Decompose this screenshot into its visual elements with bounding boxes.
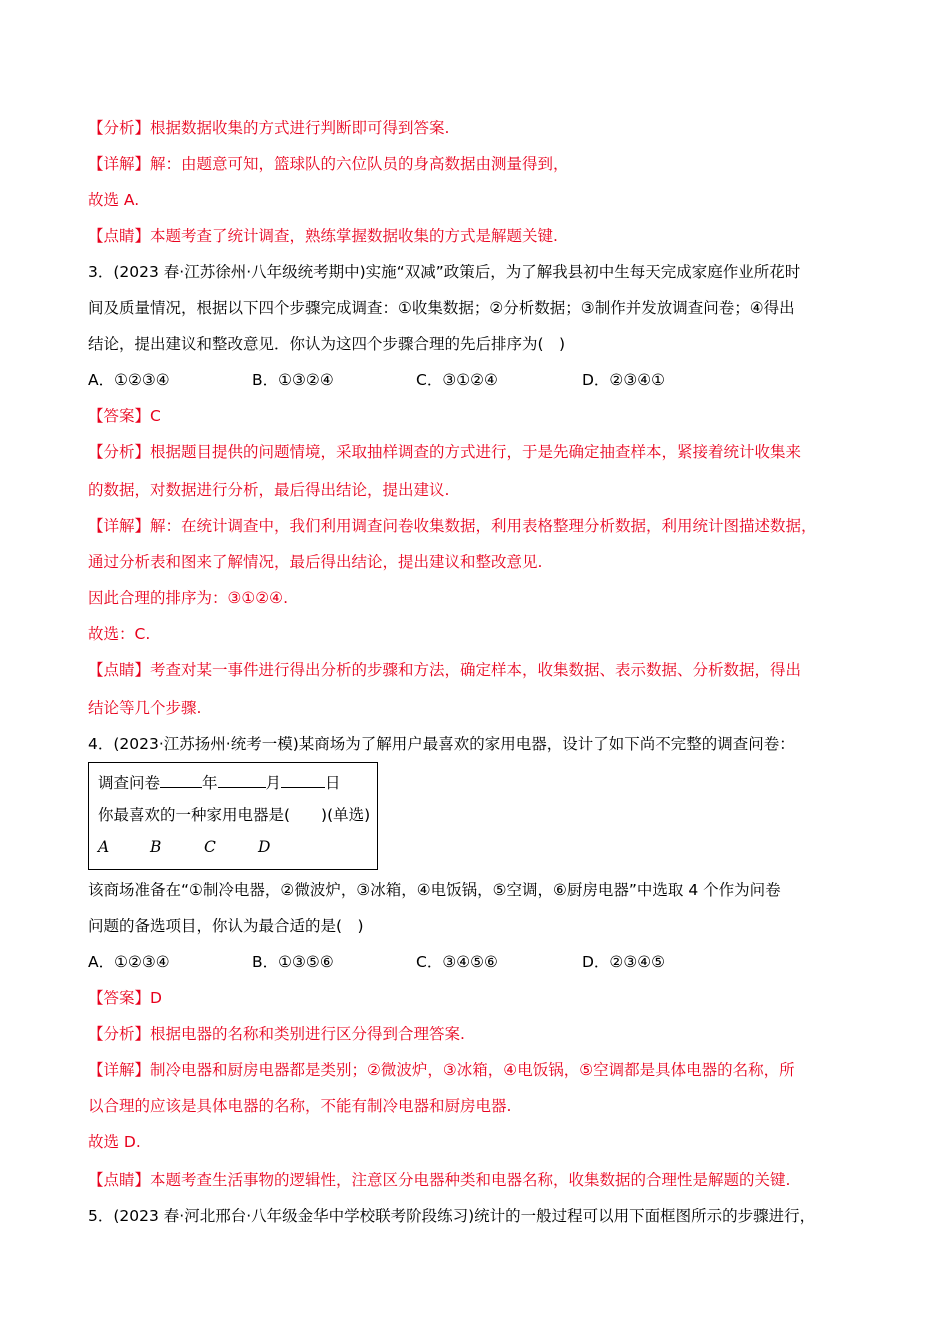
q4-analysis: 【分析】根据电器的名称和类别进行区分得到合理答案. [88,1025,465,1043]
q4-option-b: B．①③⑤⑥ [252,953,334,971]
q3-stem-line: 结论，提出建议和整改意见．你认为这四个步骤合理的先后排序为( ) [88,335,566,353]
q3-comment-line: 结论等几个步骤. [88,699,202,717]
survey-choices [98,837,358,857]
q4-answer: 【答案】D [88,989,162,1007]
survey-date-line [98,773,341,793]
q3-analysis-line: 【分析】根据题目提供的问题情境，采取抽样调查的方式进行，于是先确定抽查样本，紧接着统计收集来 [88,443,802,461]
q5-stem: 5．(2023 春·河北邢台·八年级金华中学校联考阶段练习)统计的一般过程可以用下面框图所示的步骤进行， [88,1207,816,1225]
q4-detail-line: 以合理的应该是具体电器的名称，不能有制冷电器和厨房电器. [88,1097,512,1115]
survey-choice-a: A [98,838,110,856]
q4-choose: 故选 D. [88,1133,141,1151]
blank [281,773,325,788]
q4-detail-line: 【详解】制冷电器和厨房电器都是类别；②微波炉，③冰箱，④电饭锅，⑤空调都是具体电器的名称，所 [88,1061,795,1079]
q3-option-a: A．①②③④ [88,371,170,389]
q2-analysis: 【分析】根据数据收集的方式进行判断即可得到答案. [88,119,450,137]
q3-detail-line: 通过分析表和图来了解情况，最后得出结论，提出建议和整改意见. [88,553,543,571]
q3-answer: 【答案】C [88,407,161,425]
q3-stem-line: 间及质量情况，根据以下四个步骤完成调查：①收集数据；②分析数据；③制作并发放调查问卷；④得出 [88,299,795,317]
q3-option-d: D．②③④① [582,371,666,389]
q3-detail-line: 【详解】解：在统计调查中，我们利用调查问卷收集数据，利用表格整理分析数据，利用统计图描述数据， [88,517,817,535]
blank [160,773,202,788]
survey-choice-b: B [150,838,162,856]
q3-stem-line: 3．(2023 春·江苏徐州·八年级统考期中)实施“双减”政策后，为了解我县初中生每天完成家庭作业所花时 [88,263,801,281]
survey-day: 日 [325,774,341,792]
survey-choice-d: D [258,838,271,856]
survey-year: 年 [202,774,218,792]
q3-therefore: 因此合理的排序为：③①②④. [88,589,289,607]
survey-month: 月 [265,774,282,792]
q4-comment: 【点睛】本题考查生活事物的逻辑性，注意区分电器种类和电器名称，收集数据的合理性是解题的关键. [88,1171,791,1189]
blank [218,773,266,788]
q4-option-d: D．②③④⑤ [582,953,666,971]
survey-choice-c: C [204,838,216,856]
survey-title: 调查问卷 [98,774,161,792]
q4-option-a: A．①②③④ [88,953,170,971]
q4-stem2-line: 问题的备选项目，你认为最合适的是( ) [88,917,364,935]
q3-option-b: B．①③②④ [252,371,334,389]
q3-option-c: C．③①②④ [416,371,498,389]
q4-option-c: C．③④⑤⑥ [416,953,498,971]
q2-detail: 【详解】解：由题意可知，篮球队的六位队员的身高数据由测量得到， [88,155,569,173]
q2-comment: 【点睛】本题考查了统计调查，熟练掌握数据收集的方式是解题关键. [88,227,558,245]
q3-choose: 故选：C. [88,625,151,643]
q3-comment-line: 【点睛】考查对某一事件进行得出分析的步骤和方法，确定样本，收集数据、表示数据、分析数据，得出 [88,661,802,679]
q2-choose: 故选 A. [88,191,140,209]
survey-box [88,762,378,870]
survey-question: 你最喜欢的一种家用电器是( )(单选) [98,806,371,824]
q4-stem: 4．(2023·江苏扬州·统考一模)某商场为了解用户最喜欢的家用电器，设计了如下尚不完整的调查问卷： [88,735,795,753]
q4-stem2-line: 该商场准备在“①制冷电器，②微波炉，③冰箱，④电饭锅，⑤空调，⑥厨房电器”中选取 4 个作为问卷 [88,881,781,899]
q3-analysis-line: 的数据，对数据进行分析，最后得出结论，提出建议. [88,481,450,499]
